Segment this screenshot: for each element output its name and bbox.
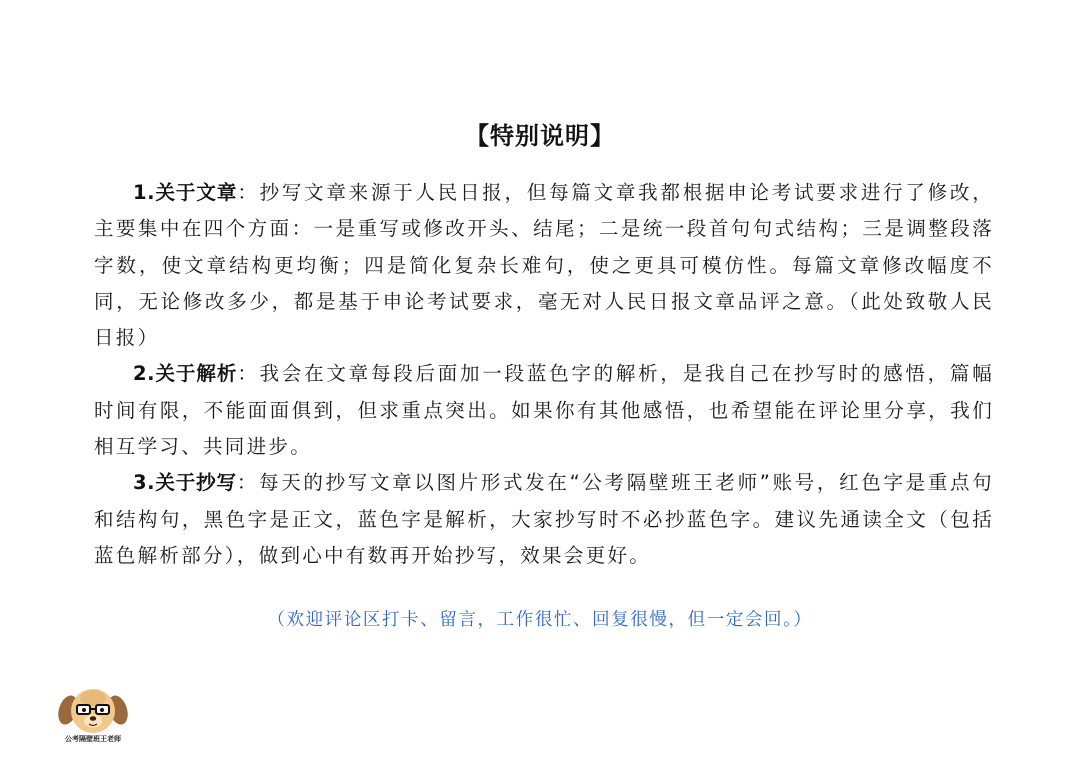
section-text: ：抄写文章来源于人民日报，但每篇文章我都根据申论考试要求进行了修改，主要集中在四个方面：一是重写或修改开头、结尾；二是统一段首句句式结构；三是调整段落字数，使文章结构更均衡；四是简化复杂长难句，使之更具可模仿性。每篇文章修改幅度不同，无论修改多少，都是基于申论考试要求，毫无对人民日报文章品评之意。（此处致敬人民日报） bbox=[94, 181, 994, 350]
comment-invitation-note: （欢迎评论区打卡、留言，工作很忙、回复很慢，但一定会回。） bbox=[267, 610, 813, 630]
page-title: 【特别说明】 bbox=[465, 122, 615, 150]
section-analysis bbox=[94, 356, 994, 465]
section-lead: 1.关于文章 bbox=[133, 181, 238, 204]
section-copying bbox=[94, 465, 994, 574]
section-lead: 3.关于抄写 bbox=[133, 471, 237, 495]
section-article bbox=[94, 175, 994, 356]
section-text: ：每天的抄写文章以图片形式发在“公考隔壁班王老师”账号，红色字是重点句和结构句，黑色字是正文，蓝色字是解析，大家抄写时不必抄蓝色字。建议先通读全文（包括蓝色解析部分），做到心中有数再开始抄写，效果会更好。 bbox=[94, 471, 994, 567]
section-lead: 2.关于解析 bbox=[133, 362, 238, 386]
logo-caption: 公考隔壁班王老师 bbox=[65, 735, 121, 743]
section-text: ：我会在文章每段后面加一段蓝色字的解析，是我自己在抄写时的感悟，篇幅时间有限，不能面面俱到，但求重点突出。如果你有其他感悟，也希望能在评论里分享，我们相互学习、共同进步。 bbox=[94, 362, 994, 459]
notice-body bbox=[94, 175, 994, 574]
